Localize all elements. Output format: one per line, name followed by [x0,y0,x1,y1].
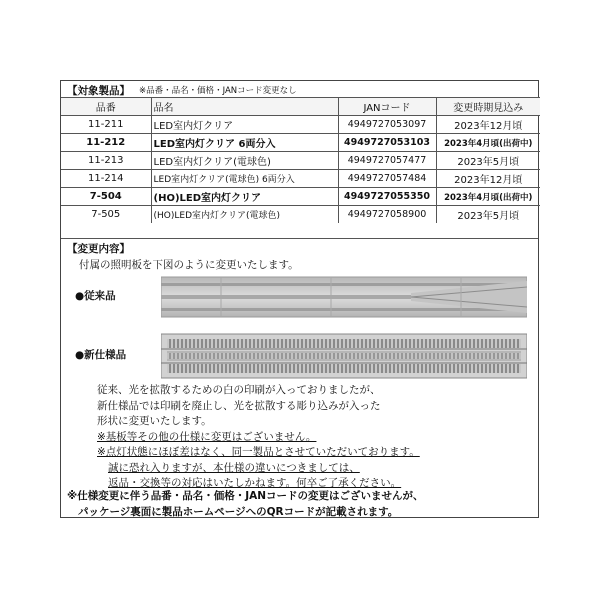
changes-intro: 付属の照明板を下図のように変更いたします。 [79,259,299,271]
table-row [61,206,540,224]
product-change-date: 2023年12月頃 [436,116,540,134]
product-code: 11-211 [61,116,151,134]
product-name: (HO)LED室内灯クリア [151,188,338,206]
table-row [61,170,540,188]
product-name: (HO)LED室内灯クリア(電球色) [151,206,338,224]
product-change-date: 2023年12月頃 [436,170,540,188]
product-jan: 4949727053103 [338,134,436,152]
product-jan: 4949727058900 [338,206,436,224]
product-jan: 4949727055350 [338,188,436,206]
description-line: 形状に変更いたします。 [97,415,212,427]
table-row [61,188,540,206]
change-description [97,383,420,492]
changes-title: 【変更内容】 [67,243,130,255]
product-name: LED室内灯クリア [151,116,338,134]
description-line: 従来、光を拡散するための白の印刷が入っておりましたが、 [97,384,381,396]
note-line: 誠に恐れ入りますが、本仕様の違いにつきましては、 [108,461,360,474]
product-code: 11-214 [61,170,151,188]
table-row [61,152,540,170]
table-header-row [61,98,540,116]
products-table [61,97,540,223]
product-change-date: 2023年4月頃(出荷中) [436,134,540,152]
product-jan: 4949727057477 [338,152,436,170]
product-name: LED室内灯クリア(電球色) [151,152,338,170]
column-header-code: 品番 [61,98,151,116]
new-light-board-image [161,333,527,379]
footer-note [67,489,424,520]
footer-line: ※仕様変更に伴う品番・品名・価格・JANコードの変更はございませんが、 [67,490,424,502]
product-name: LED室内灯クリア(電球色) 6両分入 [151,170,338,188]
product-change-date: 2023年5月頃 [436,152,540,170]
notice-frame [60,80,539,518]
product-change-date: 2023年5月頃 [436,206,540,224]
product-jan: 4949727057484 [338,170,436,188]
product-change-date: 2023年4月頃(出荷中) [436,188,540,206]
old-light-board-image [161,275,527,319]
changes-section [61,238,538,519]
product-jan: 4949727053097 [338,116,436,134]
product-code: 11-213 [61,152,151,170]
target-products-title: 【対象製品】 [67,85,130,97]
note-line: ※基板等その他の仕様に変更はございません。 [97,430,317,443]
target-products-note: ※品番・品名・価格・JANコード変更なし [139,86,297,96]
new-product-label: ●新仕様品 [75,349,127,361]
column-header-name: 品名 [151,98,338,116]
column-header-jan: JANコード [338,98,436,116]
note-line: ※点灯状態にほぼ差はなく、同一製品とさせていただいております。 [97,446,420,458]
footer-line: パッケージ裏面に製品ホームページへのQRコードが記載されます。 [78,505,399,518]
product-name: LED室内灯クリア 6両分入 [151,134,338,152]
note-line: 返品・交換等の対応はいたしかねます。何卒ご了承ください。 [108,477,402,489]
old-product-label: ●従来品 [75,290,116,302]
target-products-header [61,81,538,97]
description-line: 新仕様品では印刷を廃止し、光を拡散する彫り込みが入った [97,399,381,412]
product-code: 11-212 [61,134,151,152]
table-row [61,116,540,134]
product-code: 7-504 [61,188,151,206]
product-code: 7-505 [61,206,151,224]
table-row [61,134,540,152]
column-header-date: 変更時期見込み [436,98,540,116]
